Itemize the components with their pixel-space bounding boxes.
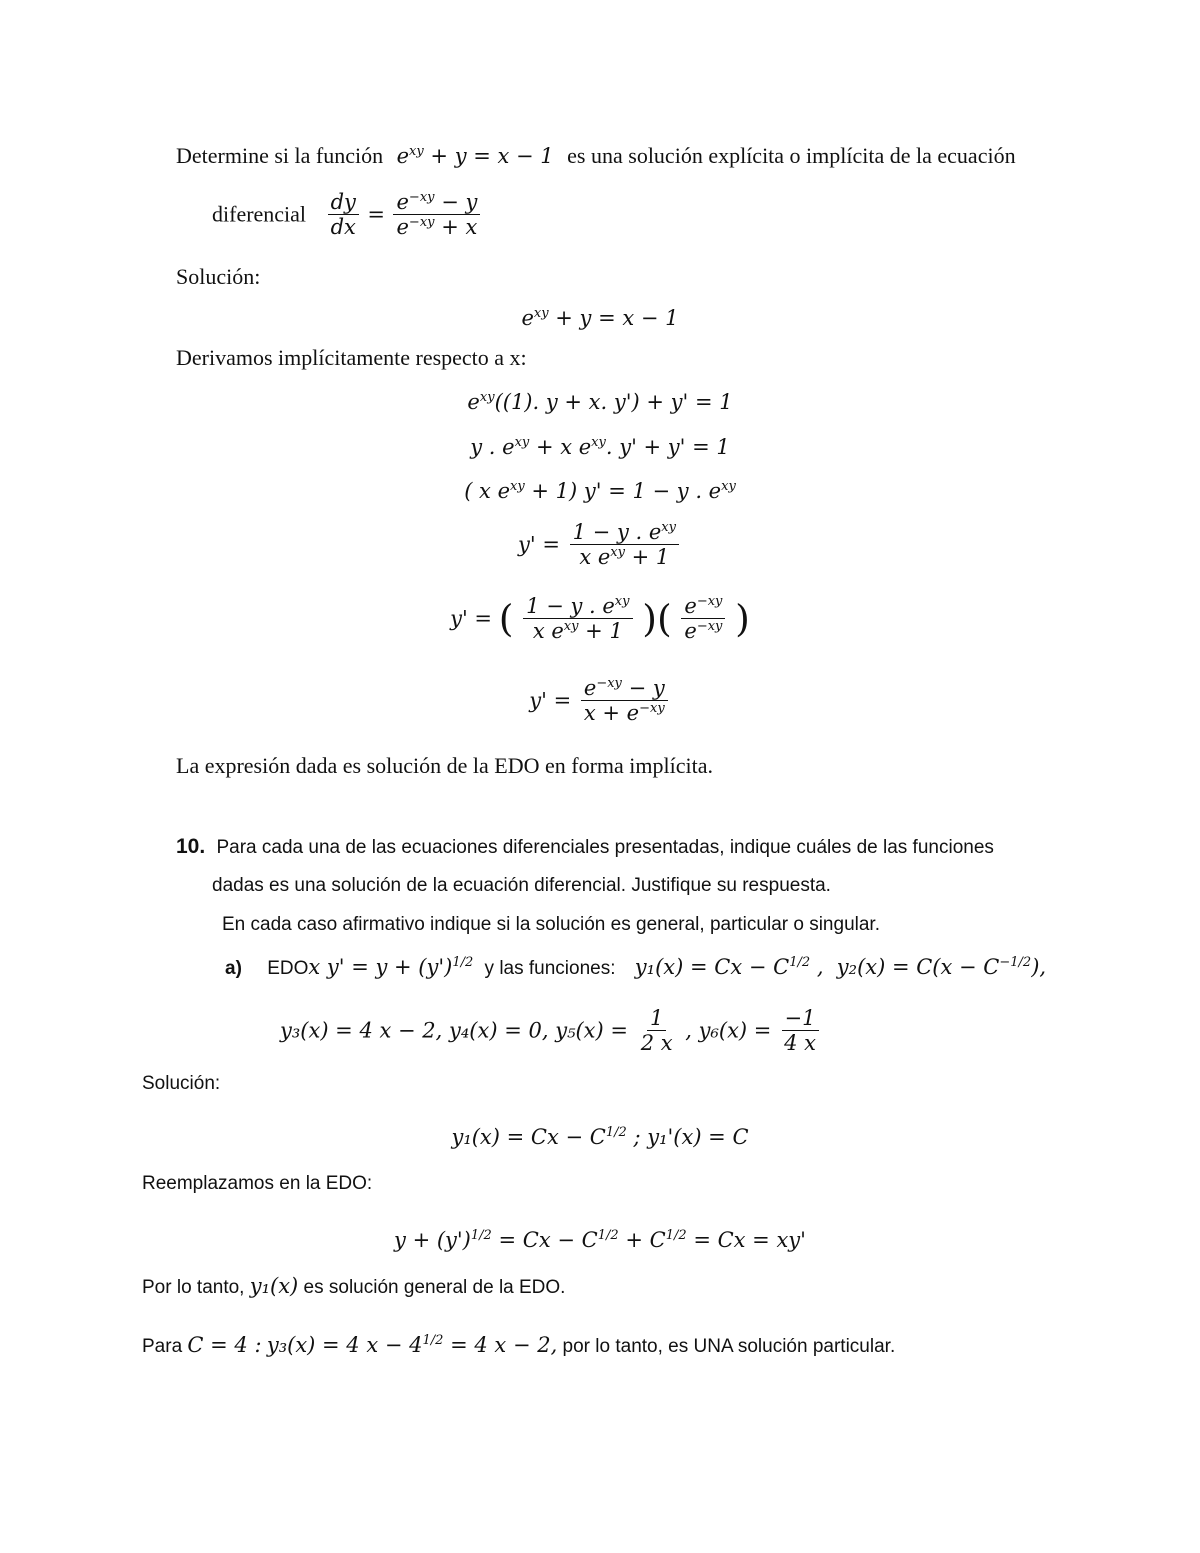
conclusion-1: La expresión dada es solución de la EDO en forma implícita.	[176, 753, 713, 778]
step-5	[0, 594, 1200, 643]
y5-lhs: y₅(x) =	[555, 1018, 628, 1043]
step-6-fraction	[581, 676, 668, 725]
part-a-label: a)	[225, 958, 242, 979]
problem-10-text-1: Para cada una de las ecuaciones diferenciales presentadas, indique cuáles de las funciones	[216, 837, 994, 858]
step-5-fraction-1	[523, 594, 632, 643]
step-4-fraction	[570, 520, 679, 569]
problem-10-line-3: En cada caso afirmativo indique si la solución es general, particular o singular.	[222, 914, 880, 935]
y6-lhs: , y₆(x) =	[685, 1018, 772, 1043]
para-suffix: por lo tanto, es UNA solución particular.	[562, 1336, 896, 1357]
step-2: y . $e^{xy} + x$ $e^{xy}$. y' + y' = 1	[470, 435, 730, 459]
conclusion-2	[142, 1274, 565, 1299]
solution-2-eq-2: $y + (y')^{1/2} = Cx - C^{1/2} + C^{1/2} = Cx = xy'$	[394, 1228, 806, 1252]
para-expression: y₃(x) = 4 $x - 4^{1/2} = 4$ x − 2,	[266, 1333, 558, 1357]
dy-numerator: dy	[328, 190, 359, 215]
function-expression: $e^{xy} + y = x - 1$	[396, 144, 554, 168]
y3-expression: y₃(x) = 4 x − 2,	[280, 1018, 443, 1043]
part-a-line-1	[225, 955, 1046, 980]
step-4-den: x $e^{xy} + 1$	[579, 545, 670, 570]
diferencial-label: diferencial	[212, 201, 307, 227]
step-5-den-2: $e^{-xy}$	[684, 619, 723, 644]
para-condition: C = 4 :	[187, 1333, 262, 1357]
y5-fraction	[638, 1006, 676, 1055]
right-paren: )	[735, 596, 750, 641]
step-5-fraction-2	[681, 594, 725, 643]
step-5-den-1: x $e^{xy} + 1$	[532, 619, 623, 644]
dy-dx-fraction	[328, 190, 359, 239]
step-1: $e^{xy}((1)$. y + x. y') + y' = 1	[467, 390, 733, 414]
y2-expression: $y_2(x) = C(x - C^{-1/2})$,	[836, 955, 1047, 979]
intro-text-2: es una solución explícita o implícita de la ecuación	[567, 143, 1016, 168]
step-6-den: $x + e^{-xy}$	[583, 701, 665, 726]
replace-text: Reemplazamos en la EDO:	[142, 1173, 373, 1194]
derive-text: Derivamos implícitamente respecto a x:	[176, 345, 527, 370]
step-6-lhs: y' =	[529, 688, 572, 713]
funcs-text: y las funciones:	[484, 958, 616, 979]
conclusion-prefix: Por lo tanto,	[142, 1277, 245, 1298]
y4-expression: y₄(x) = 0,	[449, 1018, 549, 1043]
edo-prefix: EDO	[267, 958, 309, 979]
step-5-num-2: $e^{-xy}$	[681, 594, 725, 619]
y6-fraction	[781, 1006, 819, 1055]
given-equation: $e^{xy} + y = x - 1$	[521, 306, 679, 330]
y1-expression: $y_1(x) = Cx - C^{1/2}$ ,	[634, 955, 824, 979]
y6-num: −1	[782, 1006, 819, 1031]
step-4-lhs: y' =	[518, 532, 560, 557]
particular-line	[142, 1333, 895, 1358]
equals-sign: =	[367, 202, 385, 227]
step-5-num-1: 1 − y . $e^{xy}$	[523, 594, 632, 619]
problem-line-1	[176, 143, 1016, 169]
step-3: ( x $e^{xy} + 1$) y' = 1 − y . $e^{xy}$	[464, 479, 736, 503]
problem-10-line-2: dadas es una solución de la ecuación diferencial. Justifique su respuesta.	[212, 875, 831, 896]
para-prefix: Para	[142, 1336, 183, 1357]
problem-10-line-1	[176, 835, 994, 859]
y5-num: 1	[647, 1006, 666, 1031]
step-4-num: 1 − y . $e^{xy}$	[570, 520, 679, 545]
solution-2-label: Solución:	[142, 1073, 221, 1094]
de-rhs-denominator: $e^{-xy} + x$	[396, 215, 478, 240]
step-5-lhs: y' =	[450, 606, 493, 631]
part-a-line-2	[280, 1006, 822, 1055]
problem-number: 10.	[176, 835, 206, 858]
intro-text: Determine si la función	[176, 143, 384, 168]
solution-label: Solución:	[176, 264, 261, 289]
y6-den: 4 x	[784, 1031, 816, 1056]
de-rhs-fraction	[393, 190, 480, 239]
y5-den: 2 x	[640, 1031, 673, 1056]
step-6	[0, 676, 1200, 725]
left-paren: (	[656, 596, 672, 641]
problem-line-2	[212, 190, 483, 239]
dx-denominator: dx	[330, 215, 356, 240]
conclusion-suffix: es solución general de la EDO.	[303, 1277, 566, 1298]
de-rhs-numerator: $e^{-xy} - y$	[393, 190, 480, 215]
right-paren: )	[642, 596, 657, 641]
left-paren: (	[498, 596, 514, 641]
conclusion-variable: y₁(x)	[249, 1274, 299, 1298]
step-4	[0, 520, 1200, 569]
solution-2-eq-1: $y_1(x) = Cx - C^{1/2}$ ; y₁'(x) = C	[451, 1125, 749, 1149]
step-6-num: $e^{-xy} - y$	[581, 676, 668, 701]
edo-expression: x $y' = y + (y')^{1/2}$	[308, 955, 474, 979]
